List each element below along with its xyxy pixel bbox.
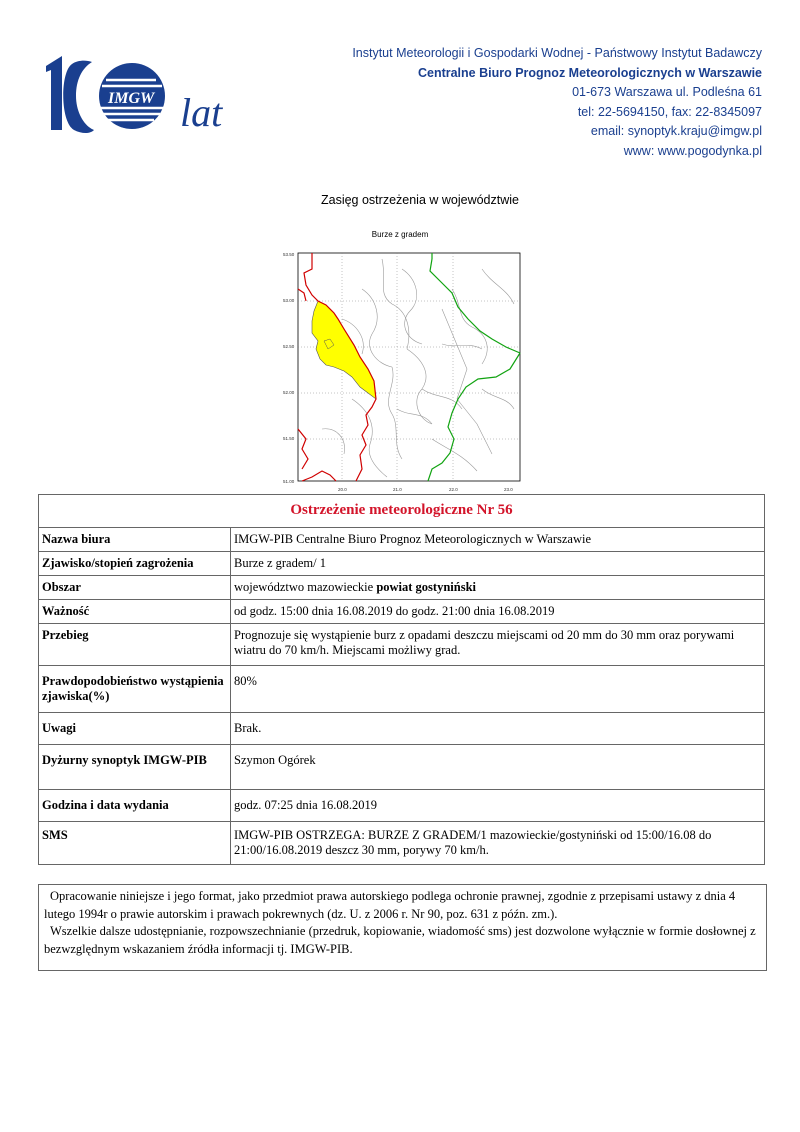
svg-text:lat: lat <box>180 90 223 135</box>
row-value: od godz. 15:00 dnia 16.08.2019 do godz. 21:00 dnia 16.08.2019 <box>231 600 765 624</box>
lat-label: 53.50 <box>283 252 295 257</box>
distribution-paragraph: Wszelkie dalsze udostępnianie, rozpowszechnianie (przedruk, kopiowanie, wiadomość sms) jest dozwolone wyłącznie w formie dosłownej z bezwzględnym wskazaniem źródła informacji tj. IMGW-PIB. <box>44 924 756 956</box>
lon-label: 23.0 <box>504 487 513 492</box>
map-frame <box>298 253 520 481</box>
row-label: SMS <box>39 822 231 865</box>
copyright-paragraph: Opracowanie niniejsze i jego format, jako przedmiot prawa autorskiego podlega ochronie prawnej, zgodnie z przepisami ustawy z dnia 4 lutego 1994r o prawie autorskim i prawach pokrewnych (dz. U. z 2006 r. Nr 90, poz. 631 z późn. zm.). <box>44 889 736 921</box>
lat-label: 51.00 <box>283 479 295 484</box>
row-value: IMGW-PIB OSTRZEGA: BURZE Z GRADEM/1 mazowieckie/gostyniński od 15:00/16.08 do 21:00/16.08.2019 deszcz 30 mm, porywy 70 km/h. <box>231 822 765 865</box>
institute-contact <box>352 44 762 161</box>
lon-label: 21.0 <box>393 487 402 492</box>
row-label: Ważność <box>39 600 231 624</box>
table-row <box>39 624 765 666</box>
warning-title: Ostrzeżenie meteorologiczne Nr 56 <box>39 495 765 528</box>
row-label: Zjawisko/stopień zagrożenia <box>39 552 231 576</box>
institute-name: Instytut Meteorologii i Gospodarki Wodnej - Państwowy Instytut Badawczy <box>352 46 762 60</box>
row-value: Prognozuje się wystąpienie burz z opadami deszczu miejscami od 20 mm do 30 mm oraz porywami wiatru do 70 km/h. Miejscami możliwy grad. <box>231 624 765 666</box>
table-row <box>39 713 765 745</box>
logo-digit-one <box>46 56 62 130</box>
copyright-notice <box>38 884 767 971</box>
table-row <box>39 576 765 600</box>
website[interactable]: www: www.pogodynka.pl <box>623 143 762 158</box>
svg-text:IMGW: IMGW <box>108 90 155 107</box>
email[interactable]: email: synoptyk.kraju@imgw.pl <box>590 124 762 138</box>
area-county: powiat gostyniński <box>376 580 476 594</box>
address: 01-673 Warszawa ul. Podleśna 61 <box>572 85 762 99</box>
row-value: 80% <box>231 666 765 713</box>
lon-label: 20.0 <box>338 487 347 492</box>
table-row <box>39 666 765 713</box>
map-title: Zasięg ostrzeżenia w województwie <box>320 193 519 207</box>
lat-label: 52.50 <box>283 344 295 349</box>
imgw-100-years-logo <box>42 50 242 135</box>
lon-label: 22.0 <box>449 487 458 492</box>
row-value <box>231 576 765 600</box>
lat-label: 52.00 <box>283 390 295 395</box>
row-value: godz. 07:25 dnia 16.08.2019 <box>231 790 765 822</box>
warning-table <box>38 494 765 865</box>
office-name: Centralne Biuro Prognoz Meteorologicznych w Warszawie <box>417 65 762 80</box>
map-subtitle-text: Burze z gradem <box>371 230 429 239</box>
area-voivodeship: województwo mazowieckie <box>234 580 377 594</box>
map-subtitle <box>0 230 800 239</box>
row-value: Szymon Ogórek <box>231 745 765 790</box>
table-row <box>39 552 765 576</box>
row-label: Godzina i data wydania <box>39 790 231 822</box>
warning-map <box>282 249 522 495</box>
row-label: Prawdopodobieństwo wystąpienia zjawiska(%) <box>39 666 231 713</box>
table-row <box>39 528 765 552</box>
table-row <box>39 790 765 822</box>
row-label: Dyżurny synoptyk IMGW-PIB <box>39 745 231 790</box>
row-label: Przebieg <box>39 624 231 666</box>
logo-digit-zero-arc <box>63 61 94 133</box>
row-value: Burze z gradem/ 1 <box>231 552 765 576</box>
table-row <box>39 822 765 865</box>
row-label: Obszar <box>39 576 231 600</box>
lat-label: 51.50 <box>283 436 295 441</box>
row-label: Nazwa biura <box>39 528 231 552</box>
table-row <box>39 745 765 790</box>
table-row <box>39 600 765 624</box>
phone-fax: tel: 22-5694150, fax: 22-8345097 <box>577 104 762 119</box>
row-value: Brak. <box>231 713 765 745</box>
row-value: IMGW-PIB Centralne Biuro Prognoz Meteorologicznych w Warszawie <box>231 528 765 552</box>
lat-label: 53.00 <box>283 298 295 303</box>
row-label: Uwagi <box>39 713 231 745</box>
